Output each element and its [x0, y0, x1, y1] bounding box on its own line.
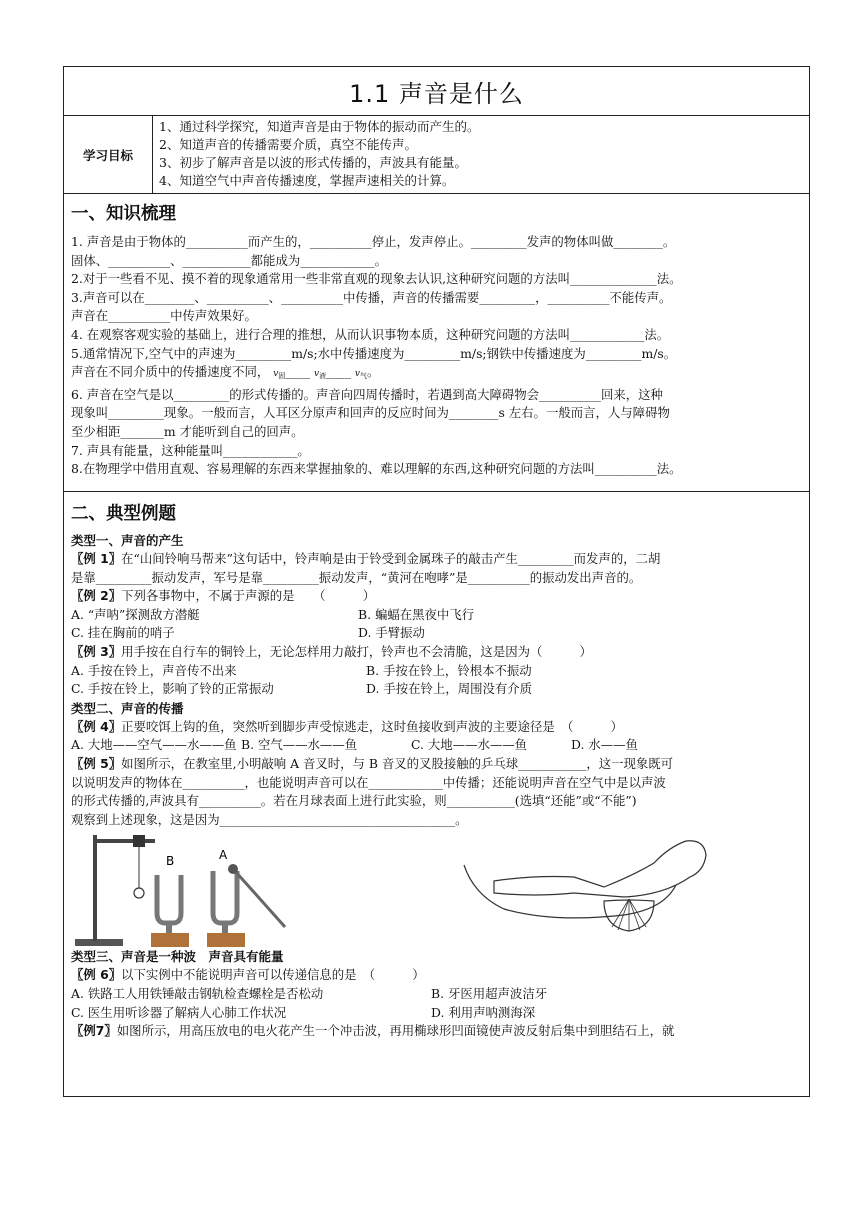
options-row: [71, 606, 802, 625]
example-5-cont: 的形式传播的,声波具有__________。若在月球表面上进行此实验，则___________(选填“还能”或“不能”): [71, 793, 637, 809]
page-title: 1.1 声音是什么: [349, 79, 524, 108]
options-row: [71, 624, 802, 643]
option: A. “声呐”探测敌方潜艇: [71, 606, 200, 622]
learning-goals-list: [153, 116, 809, 193]
example-5: 〖例 5〗如图所示，在教室里,小明敲响 A 音叉时，与 B 音叉的叉股接触的乒乓球___________，这一现象既可: [71, 755, 674, 771]
type-heading: 类型一、声音的产生: [71, 533, 184, 548]
fill-line: 1. 声音是由于物体的__________而产生的，__________停止，发声停止。_________发声的物体叫做________。: [71, 234, 676, 249]
option: D. 手臂振动: [358, 625, 425, 641]
option: D. 利用声呐测海深: [431, 1004, 536, 1020]
option: A. 大地——空气——水——鱼: [71, 737, 237, 753]
section-heading: 二、典型例题: [71, 504, 176, 524]
fill-line: 8.在物理学中借用直观、容易理解的东西来掌握抽象的、难以理解的东西,这种研究问题的方法叫__________法。: [71, 461, 682, 477]
title-row: [64, 67, 809, 116]
options-row: [71, 736, 802, 755]
goal-item: 4、知道空气中声音传播速度，掌握声速相关的计算。: [159, 173, 455, 188]
fill-line: 5.通常情况下,空气中的声速为_________m/s;水中传播速度为_________m/s;钢铁中传播速度为_________m/s。: [71, 345, 677, 361]
option: D. 手按在铃上，周围没有介质: [366, 681, 533, 697]
example-5-cont: 以说明发声的物体在__________，也能说明声音可以在____________中传播；还能说明声音在空气中是以声波: [71, 774, 666, 790]
example-3: 〖例 3〗用手按在自行车的铜铃上，无论怎样用力敲打，铃声也不会清脆，这是因为（ ）: [71, 643, 592, 659]
fill-line: 声音在__________中传声效果好。: [71, 308, 257, 324]
option: A. 铁路工人用铁锤敲击钢轨检查螺栓是否松动: [71, 985, 324, 1001]
example-7: 〖例7〗如图所示，用高压放电的电火花产生一个冲击波，再用椭球形凹面镜使声波反射后集中到胆结石上，就: [71, 1023, 675, 1039]
type-heading: 类型二、声音的传播: [71, 700, 184, 716]
fill-line: 现象叫_________现象。一般而言，人耳区分原声和回声的反应时间为________s 左右。一般而言，人与障碍物: [71, 405, 670, 421]
learning-goals-label: 学习目标: [64, 116, 153, 193]
option: B. 手按在铃上，铃根本不振动: [366, 662, 532, 678]
option: A. 手按在铃上，声音传不出来: [71, 662, 237, 678]
fork-a-label: A: [219, 848, 228, 863]
fill-line: 至少相距_______m 才能听到自己的回声。: [71, 423, 304, 439]
lithotripsy-figure: [454, 835, 714, 935]
option: B. 蝙蝠在黑夜中飞行: [358, 606, 475, 622]
option: C. 挂在胸前的哨子: [71, 625, 175, 641]
example-2: 〖例 2〗下列各事物中，不属于声源的是 （ ）: [71, 588, 376, 604]
option: C. 医生用听诊器了解病人心肺工作状况: [71, 1004, 287, 1020]
option: D. 水——鱼: [571, 737, 638, 753]
goal-item: 2、知道声音的传播需要介质，真空不能传声。: [159, 137, 417, 152]
options-row: [71, 985, 802, 1004]
fill-line: 固体、__________、___________都能成为____________。: [71, 252, 387, 268]
learning-goals-row: [64, 116, 809, 194]
example-1: 〖例 1〗在“山间铃响马帮来”这句话中，铃声响是由于铃受到金属珠子的敲击产生_________而发声的，二胡: [71, 551, 661, 566]
example-6: 〖例 6〗以下实例中不能说明声音可以传递信息的是 （ ）: [71, 967, 425, 983]
fill-line: 2.对于一些看不见、摸不着的现象通常用一些非常直观的现象去认识,这种研究问题的方法叫______________法。: [71, 271, 682, 287]
goal-item: 1、通过科学探究，知道声音是由于物体的振动而产生的。: [159, 119, 480, 134]
type-heading: 类型三、声音是一种波 声音具有能量: [71, 949, 284, 965]
figures-row: [71, 829, 802, 947]
fork-b-label: B: [166, 854, 175, 869]
option: C. 大地——水——鱼: [411, 737, 528, 753]
fill-line: 3.声音可以在________、__________、__________中传播，声音的传播需要_________，__________不能传声。: [71, 289, 672, 305]
example-5-cont: 观察到上述现象，这是因为______________________________________。: [71, 811, 468, 827]
tuning-fork-figure: [73, 831, 303, 949]
fill-line: 6. 声音在空气是以_________的形式传播的。声音向四周传播时，若遇到高大障碍物会__________回来，这种: [71, 386, 663, 402]
options-row: [71, 662, 802, 681]
goal-item: 3、初步了解声音是以波的形式传播的，声波具有能量。: [159, 155, 467, 170]
example-1-cont: 是靠_________振动发声，军号是靠_________振动发声，“黄河在咆哮”是__________的振动发出声音的。: [71, 569, 642, 585]
option: B. 牙医用超声波洁牙: [431, 985, 548, 1001]
fill-line: 4. 在观察客观实验的基础上，进行合理的推想，从而认识事物本质，这种研究问题的方法叫____________法。: [71, 326, 670, 342]
option: C. 手按在铃上，影响了铃的正常振动: [71, 681, 274, 697]
worksheet-table: [63, 66, 810, 1097]
option: B. 空气——水——鱼: [241, 737, 358, 753]
options-row: [71, 1004, 802, 1023]
knowledge-section: [64, 194, 809, 492]
section-heading: 一、知识梳理: [71, 204, 176, 224]
examples-section: [64, 492, 809, 1043]
fill-line: 7. 声具有能量，这种能量叫____________。: [71, 442, 310, 458]
options-row: [71, 680, 802, 699]
speed-compare-line: 声音在不同介质中的传播速度不同， $v_固\_\_\_\_$ $v_液\_\_\_\_$ $v_气$。: [71, 364, 380, 381]
example-4: 〖例 4〗正要咬饵上钩的鱼，突然听到脚步声受惊逃走，这时鱼接收到声波的主要途径是 （ ）: [71, 718, 623, 734]
